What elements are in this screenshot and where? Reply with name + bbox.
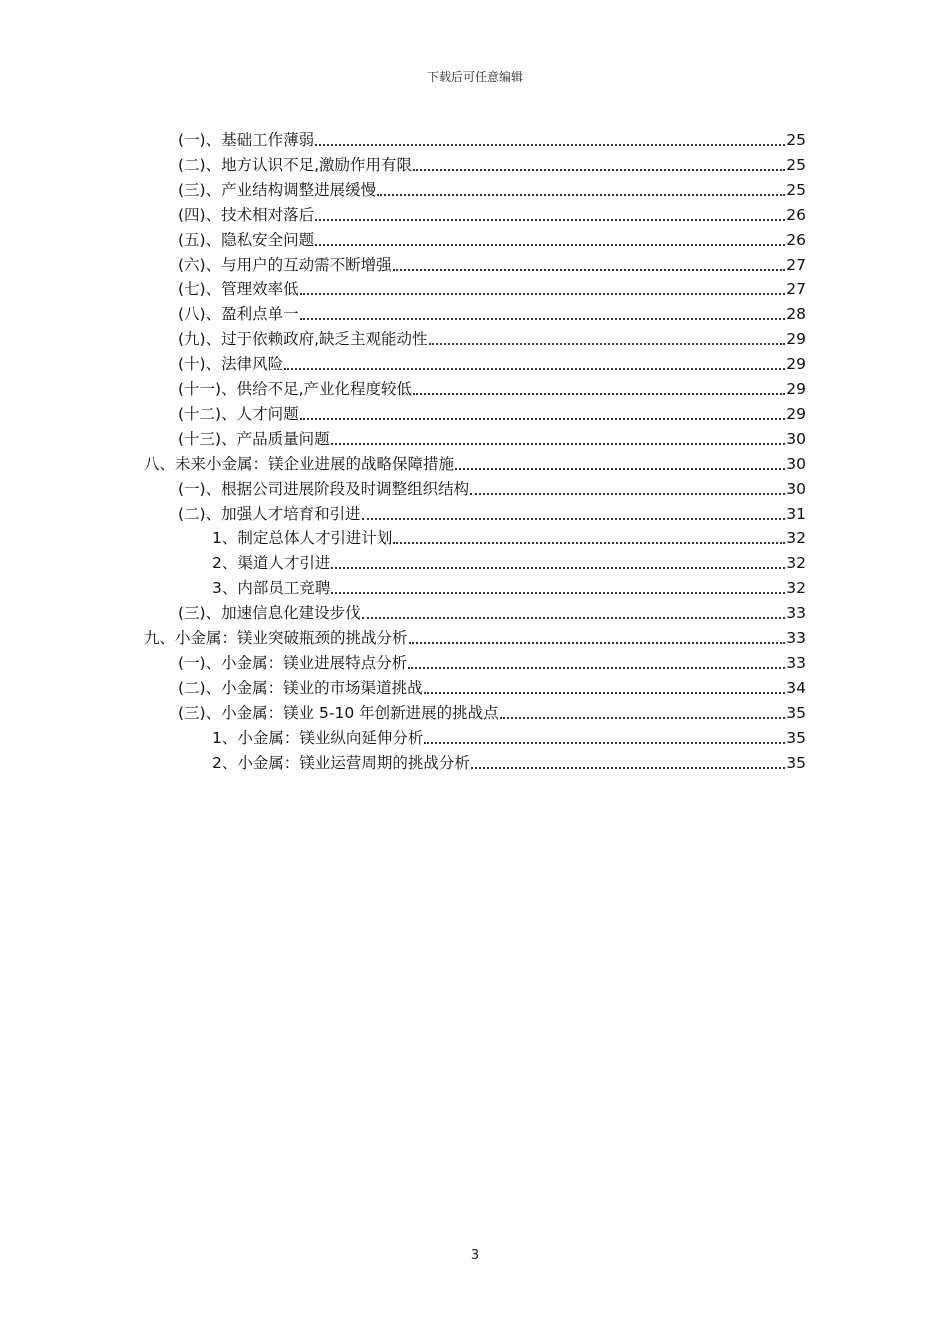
- toc-entry-label: 2、渠道人才引进: [212, 554, 331, 573]
- toc-entry[interactable]: [178, 350, 806, 375]
- toc-entry-page: 35: [786, 753, 806, 772]
- toc-entry-page: 29: [786, 380, 806, 398]
- toc-entry[interactable]: [178, 126, 806, 151]
- toc-dot-leader: [300, 418, 786, 420]
- toc-dot-leader: [424, 742, 785, 744]
- toc-dot-leader: [429, 343, 786, 345]
- toc-entry[interactable]: [178, 500, 806, 525]
- toc-entry-label: 九、小金属：镁业突破瓶颈的挑战分析: [144, 629, 408, 647]
- toc-dot-leader: [284, 368, 785, 370]
- toc-entry[interactable]: [178, 300, 806, 325]
- toc-entry-label: (十三)、产品质量问题: [178, 429, 330, 448]
- toc-entry-label: (二)、地方认识不足,激励作用有限: [178, 155, 413, 174]
- toc-entry-label: (二)、小金属：镁业的市场渠道挑战: [178, 678, 423, 697]
- page-header: 下载后可任意编辑: [426, 70, 523, 84]
- toc-entry-label: 3、内部员工竞聘: [212, 579, 331, 598]
- toc-dot-leader: [409, 642, 786, 644]
- toc-entry[interactable]: [178, 275, 806, 300]
- toc-entry-label: (一)、根据公司进展阶段及时调整组织结构: [178, 479, 470, 498]
- toc-dot-leader: [471, 767, 785, 769]
- toc-entry[interactable]: [178, 475, 806, 500]
- toc-entry-label: (十二)、人才问题: [178, 404, 299, 423]
- toc-entry-page: 26: [786, 230, 806, 249]
- toc-entry-label: (三)、产业结构调整进展缓慢: [178, 180, 377, 199]
- toc-entry-page: 28: [786, 305, 806, 324]
- toc-entry[interactable]: [178, 226, 806, 251]
- toc-entry-page: 30: [786, 429, 806, 448]
- toc-dot-leader: [362, 518, 786, 520]
- toc-entry[interactable]: [178, 325, 806, 350]
- toc-entry[interactable]: [212, 749, 806, 774]
- toc-entry-page: 31: [786, 504, 806, 523]
- toc-entry[interactable]: [212, 524, 806, 549]
- toc-entry-page: 33: [786, 604, 806, 623]
- toc-entry-label: (二)、加强人才培育和引进: [178, 504, 361, 523]
- toc-entry-label: (九)、过于依赖政府,缺乏主观能动性: [178, 330, 428, 349]
- toc-entry-label: (三)、加速信息化建设步伐: [178, 604, 361, 623]
- toc-entry-label: (十)、法律风险: [178, 355, 284, 374]
- toc-entry-page: 29: [786, 330, 806, 349]
- toc-entry[interactable]: [212, 549, 806, 574]
- toc-entry-page: 29: [786, 355, 806, 374]
- toc-entry-label: 1、制定总体人才引进计划: [212, 529, 393, 548]
- toc-dot-leader: [408, 667, 785, 669]
- toc-entry-label: (一)、小金属：镁业进展特点分析: [178, 653, 408, 672]
- toc-entry[interactable]: [144, 624, 806, 649]
- toc-dot-leader: [413, 393, 785, 395]
- toc-entry-label: 1、小金属：镁业纵向延伸分析: [212, 728, 424, 747]
- toc-entry-page: 33: [786, 653, 806, 672]
- toc-dot-leader: [315, 244, 785, 246]
- toc-entry-page: 29: [786, 404, 806, 423]
- toc-dot-leader: [393, 542, 785, 544]
- toc-entry[interactable]: [178, 201, 806, 226]
- toc-dot-leader: [300, 318, 786, 320]
- toc-entry-label: (五)、隐私安全问题: [178, 230, 315, 249]
- toc-entry[interactable]: [178, 699, 806, 724]
- toc-entry-label: (一)、基础工作薄弱: [178, 131, 315, 149]
- toc-entry[interactable]: [178, 674, 806, 699]
- toc-entry[interactable]: [144, 450, 806, 475]
- toc-entry-page: 32: [786, 579, 806, 598]
- toc-entry[interactable]: [178, 649, 806, 674]
- toc-dot-leader: [500, 717, 786, 719]
- toc-entry-page: 33: [786, 629, 806, 647]
- toc-dot-leader: [362, 617, 786, 619]
- toc-dot-leader: [470, 493, 785, 495]
- toc-dot-leader: [424, 692, 786, 694]
- toc-dot-leader: [315, 219, 785, 221]
- toc-entry[interactable]: [178, 425, 806, 450]
- toc-entry-page: 32: [786, 529, 806, 548]
- toc-entry-label: (八)、盈利点单一: [178, 305, 299, 324]
- toc-entry-label: 2、小金属：镁业运营周期的挑战分析: [212, 753, 470, 772]
- toc-entry-page: 26: [786, 205, 806, 224]
- toc-entry-page: 25: [786, 155, 806, 174]
- toc-entry-page: 34: [786, 678, 806, 697]
- toc-entry-label: (六)、与用户的互动需不断增强: [178, 255, 392, 274]
- toc-entry-page: 35: [786, 703, 806, 722]
- toc-entry[interactable]: [178, 251, 806, 276]
- toc-dot-leader: [455, 468, 785, 470]
- toc-entry-page: 30: [786, 479, 806, 498]
- toc-entry[interactable]: [212, 574, 806, 599]
- toc-entry-page: 35: [786, 728, 806, 747]
- toc-entry-label: (七)、管理效率低: [178, 280, 299, 299]
- toc-entry[interactable]: [212, 724, 806, 749]
- toc-dot-leader: [331, 443, 786, 445]
- toc-dot-leader: [315, 144, 785, 146]
- toc-entry[interactable]: [178, 375, 806, 400]
- toc-entry-label: (三)、小金属：镁业 5-10 年创新进展的挑战点: [178, 703, 499, 722]
- toc-entry[interactable]: [178, 176, 806, 201]
- toc-dot-leader: [393, 269, 786, 271]
- toc-entry-label: 八、未来小金属：镁企业进展的战略保障措施: [144, 454, 455, 473]
- toc-entry-label: (十一)、供给不足,产业化程度较低: [178, 380, 413, 398]
- toc-entry[interactable]: [178, 599, 806, 624]
- toc-entry-page: 25: [786, 180, 806, 199]
- toc-entry-page: 30: [786, 454, 806, 473]
- toc-entry-page: 25: [786, 131, 806, 149]
- page-number: 3: [470, 1248, 480, 1263]
- toc-entry[interactable]: [178, 400, 806, 425]
- toc-entry-page: 27: [786, 255, 806, 274]
- toc-dot-leader: [413, 169, 785, 171]
- toc-entry-page: 32: [786, 554, 806, 573]
- toc-entry-label: (四)、技术相对落后: [178, 205, 315, 224]
- toc-dot-leader: [331, 567, 785, 569]
- toc-dot-leader: [300, 293, 786, 295]
- toc-dot-leader: [377, 194, 785, 196]
- toc-dot-leader: [331, 592, 785, 594]
- toc-entry[interactable]: [178, 151, 806, 176]
- toc-entry-page: 27: [786, 280, 806, 299]
